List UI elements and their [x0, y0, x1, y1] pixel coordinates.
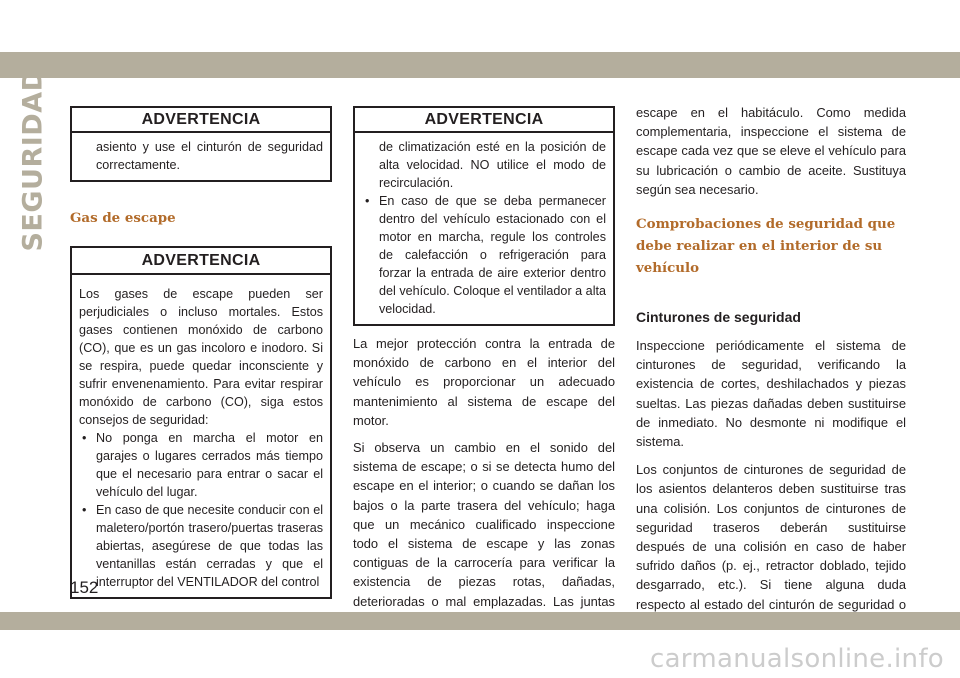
subheading-seatbelts: Cinturones de seguridad [636, 309, 801, 326]
warning-body [72, 275, 330, 597]
paragraph: Inspeccione periódicamente el sistema de cinturones de seguridad, verificando la existencia de cortes, deshilachados y piezas sueltas. Las piezas dañadas deben sustituirse de inmediato. No desmonte ni modifique el sistema. [636, 338, 906, 450]
paragraph: Los conjuntos de cinturones de seguridad de los asientos delanteros deben sustituirse tras una colisión. Los conjuntos de cinturones de seguridad traseros deberán sustituirse después de una colisión en caso de haber sufrido daños (p. ej., retractor doblado, tejido desgarrado, etc.). Si tiene alguna duda respecto al estado del cinturón de seguridad o [636, 462, 906, 612]
section-heading-interior-checks: Comprobaciones de seguridad que debe realizar en el interior de su vehículo [636, 216, 896, 277]
warning-body [72, 133, 330, 180]
section-tab [13, 68, 53, 252]
paragraph: La mejor protección contra la entrada de monóxido de carbono en el interior del vehículo es proporcionar un adecuado mantenimiento al sistema de escape del motor. [353, 336, 615, 428]
warning-box-exhaust [70, 246, 332, 599]
column-2 [353, 106, 615, 649]
warning-title: ADVERTENCIA [355, 108, 613, 133]
column-3 [636, 103, 906, 633]
warning-title: ADVERTENCIA [72, 108, 330, 133]
column-1 [70, 106, 332, 599]
warning-intro: Los gases de escape pueden ser perjudiciales o incluso mortales. Estos gases contienen monóxido de carbono (CO), que es un gas incoloro e inodoro. Si se respira, puede quedar inconsciente y sufrir envenenamiento. Para evitar respirar monóxido de carbono (CO), siga estos consejos de seguridad: [79, 287, 323, 427]
page-number: 152 [70, 578, 99, 597]
section-label: SEGURIDAD [17, 68, 49, 252]
warning-bullet: • En caso de que necesite conducir con el maletero/portón trasero/puertas traseras abiertas, asegúrese de que todas las ventanillas están cerradas y que el interruptor del VENTILADOR del control [79, 501, 323, 591]
warning-box-seatbelt [70, 106, 332, 182]
warning-title: ADVERTENCIA [72, 248, 330, 275]
top-margin [0, 0, 960, 52]
watermark: carmanualsonline.info [649, 644, 944, 674]
paragraph: Si observa un cambio en el sonido del sistema de escape; o si se detecta humo del escape en el interior; o cuando se dañan los bajos o la parte trasera del vehículo; haga que un mecánico cualificado inspeccione todo el sistema de escape y las zonas contiguas de la carrocería para verificar la existencia de piezas rotas, dañadas, deterioradas o mal emplazadas. Las juntas [353, 440, 615, 609]
warning-text: asiento y use el cinturón de seguridad correctamente. [96, 140, 323, 172]
header-band [0, 52, 960, 78]
warning-bullet: • No ponga en marcha el motor en garajes o lugares cerrados más tiempo que el necesario para entrar o sacar el vehículo del lugar. [79, 429, 323, 501]
section-heading-exhaust: Gas de escape [70, 210, 176, 226]
warning-continuation: de climatización esté en la posición de alta velocidad. NO utilice el modo de recirculación. [379, 140, 606, 190]
footer-band [0, 612, 960, 630]
warning-bullet: • En caso de que se deba permanecer dentro del vehículo estacionado con el motor en marcha, regule los controles de calefacción o refrigeración para forzar la entrada de aire exterior dentro del vehículo. Coloque el ventilador a alta velocidad. [362, 192, 606, 318]
warning-box-ventilation [353, 106, 615, 326]
paragraph-continuation: escape en el habitáculo. Como medida complementaria, inspeccione el sistema de escape cada vez que se eleve el vehículo para su lubricación o cambio de aceite. Sustituya según sea necesario. [636, 105, 906, 197]
warning-body [355, 133, 613, 324]
